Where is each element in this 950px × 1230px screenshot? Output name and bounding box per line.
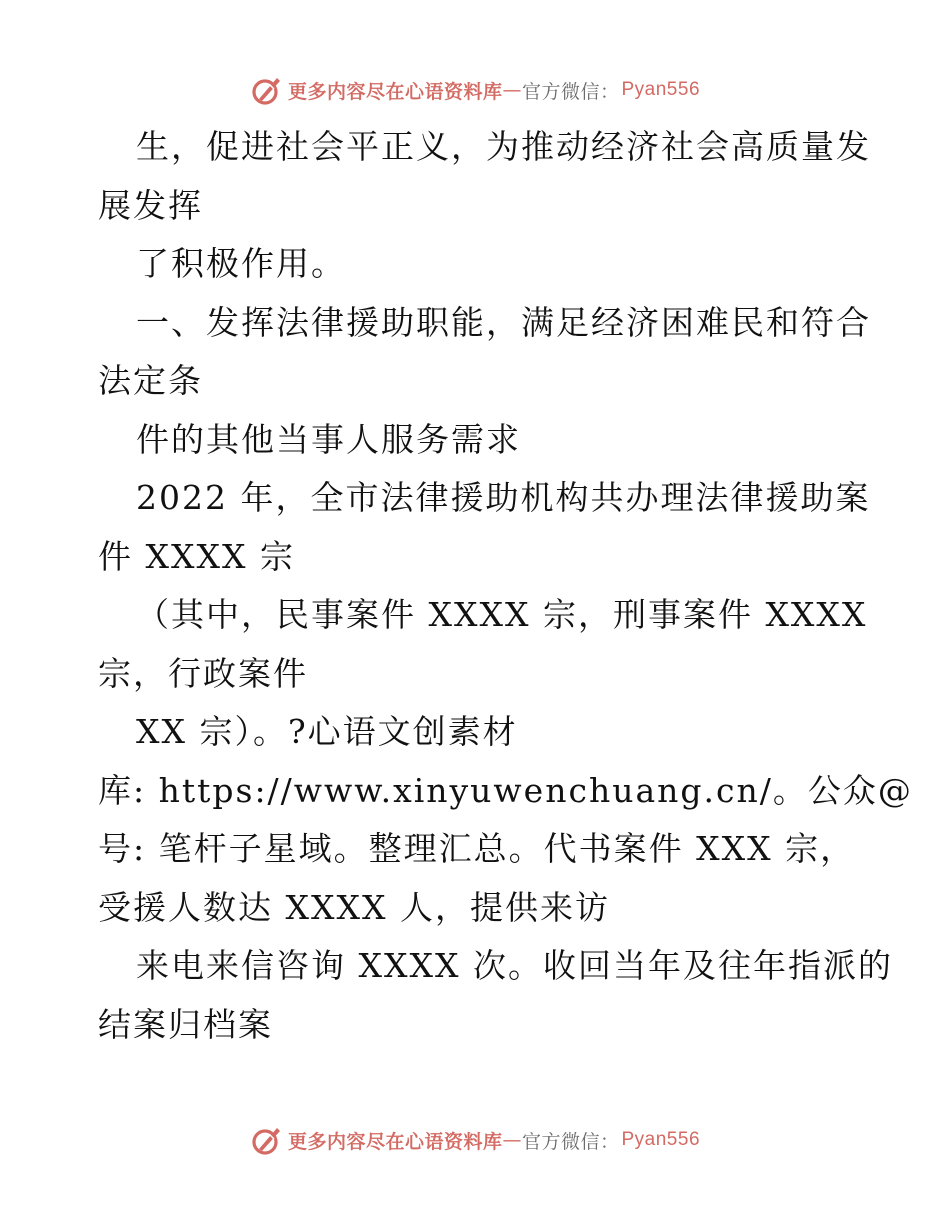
text-line: 了积极作用。 [136, 244, 346, 283]
text-line: 件 XXXX 宗 [98, 536, 295, 576]
header-dash: — [502, 79, 522, 101]
header-banner [0, 70, 950, 110]
text-line: 受援人数达 XXXX 人，提供来访 [98, 887, 610, 927]
text-line: XX 宗）。?心语文创素材 [136, 712, 518, 751]
text-line: （其中，民事案件 XXXX 宗，刑事案件 XXXX [136, 595, 868, 634]
footer-dash: — [502, 1129, 522, 1151]
text-line: 法定条 [98, 361, 203, 400]
text-line: 结案归档案 [98, 1004, 273, 1044]
brush-logo-icon [250, 73, 284, 107]
footer-banner [0, 1120, 950, 1160]
text-line: 库: https://www.xinyuwenchuang.cn/。公众@ [98, 770, 913, 810]
header-official-label: 官方微信： [521, 80, 620, 103]
text-line: 号: 笔杆子星域。整理汇总。代书案件 XXX 宗， [98, 829, 856, 868]
header-account: Pyan556 [621, 79, 701, 100]
text-line: 宗，行政案件 [98, 653, 308, 693]
footer-official-label: 官方微信： [521, 1130, 620, 1153]
text-line: 展发挥 [98, 185, 203, 225]
text-line: 一、发挥法律援助职能，满足经济困难民和符合 [136, 302, 871, 342]
header-site-text: 更多内容尽在心语资料库 [287, 80, 503, 103]
text-line: 件的其他当事人服务需求 [136, 419, 521, 459]
document-body [98, 118, 913, 1054]
brush-logo-icon [250, 1123, 284, 1157]
footer-account: Pyan556 [621, 1129, 701, 1150]
text-line: 2022 年，全市法律援助机构共办理法律援助案 [136, 478, 871, 517]
text-line: 生，促进社会平正义，为推动经济社会高质量发 [136, 127, 871, 166]
text-line: 来电来信咨询 XXXX 次。收回当年及往年指派的 [136, 946, 893, 985]
footer-site-text: 更多内容尽在心语资料库 [287, 1130, 503, 1153]
